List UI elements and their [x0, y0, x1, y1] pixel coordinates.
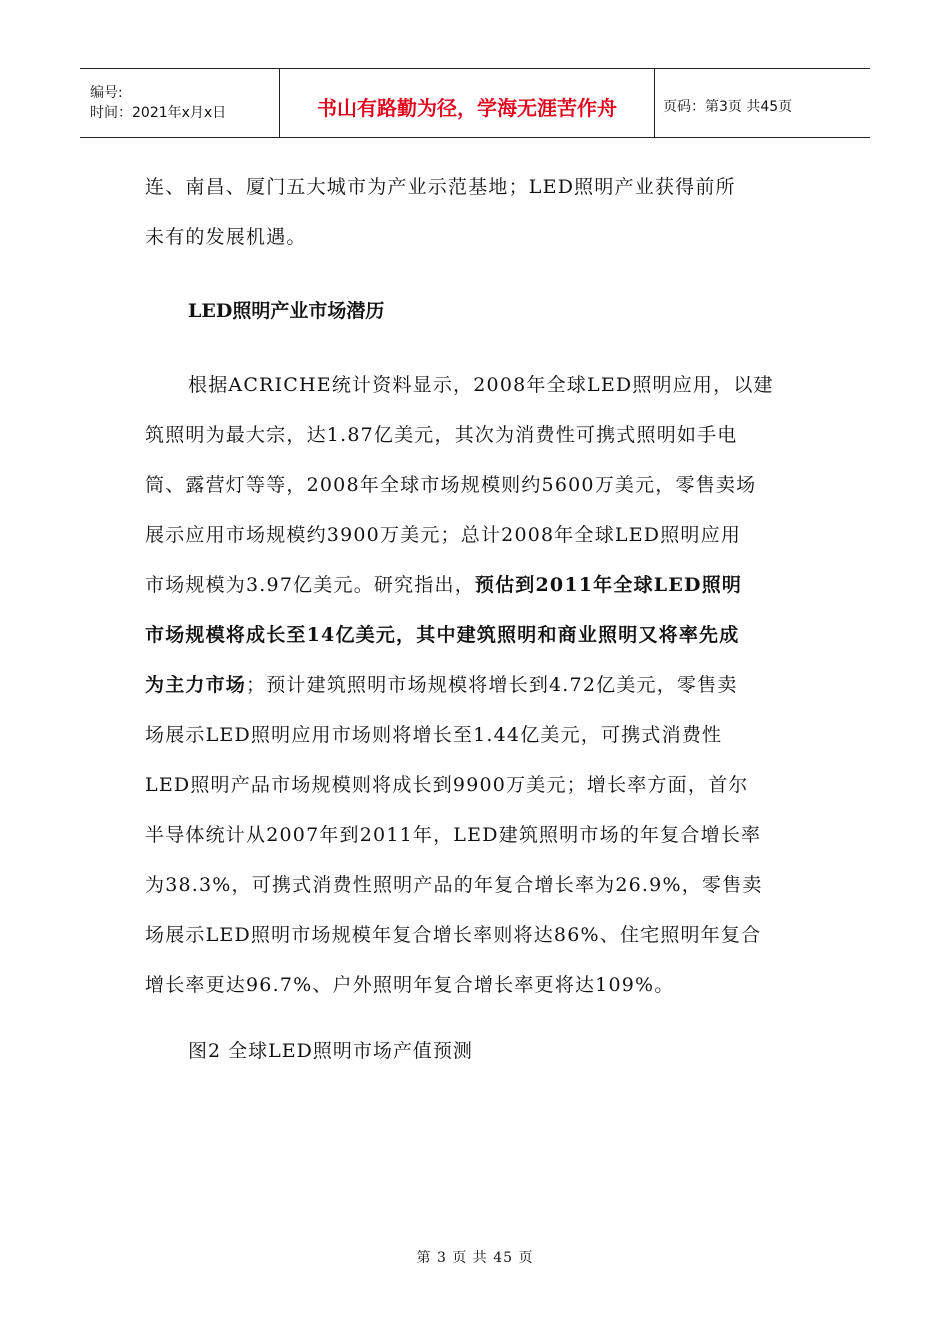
paragraph-bold-text: 预估到2011年全球LED照明 — [474, 574, 743, 596]
paragraph-line: 筑照明为最大宗，达1.87亿美元，其次为消费性可携式照明如手电 — [145, 424, 738, 446]
paragraph-line: 展示应用市场规模约3900万美元；总计2008年全球LED照明应用 — [145, 524, 742, 546]
paragraph-bold-line: 市场规模将成长至14亿美元，其中建筑照明和商业照明又将率先成 — [145, 624, 740, 646]
paragraph-text: ；预计建筑照明市场规模将增长到4.72亿美元，零售卖 — [246, 674, 738, 696]
header-page-number: 页码：第3页 共45页 — [663, 99, 793, 115]
paragraph-line: 为38.3%，可携式消费性照明产品的年复合增长率为26.9%，零售卖 — [145, 874, 763, 896]
paragraph-line: 根据ACRICHE统计资料显示，2008年全球LED照明应用，以建 — [188, 374, 774, 396]
intro-line: 未有的发展机遇。 — [145, 226, 307, 248]
paragraph-line: 场展示LED照明应用市场则将增长至1.44亿美元，可携式消费性 — [145, 724, 723, 746]
paragraph-line: 场展示LED照明市场规模年复合增长率则将达86%、住宅照明年复合 — [145, 924, 762, 946]
header-meta — [80, 69, 280, 137]
header-motto: 书山有路勤为径，学海无涯苦作舟 — [280, 69, 655, 137]
paragraph-bold-text: 为主力市场 — [145, 674, 247, 696]
paragraph-line: 筒、露营灯等等，2008年全球市场规模则约5600万美元，零售卖场 — [145, 474, 757, 496]
document-time-label: 时间：2021年x月x日 — [90, 105, 227, 121]
page-footer: 第 3 页 共 45 页 — [416, 1250, 534, 1266]
paragraph-line — [145, 570, 742, 597]
document-number-label: 编号: — [90, 85, 123, 101]
paragraph-line: 半导体统计从2007年到2011年，LED建筑照明市场的年复合增长率 — [145, 824, 762, 846]
section-heading: LED照明产业市场潜历 — [188, 300, 385, 322]
paragraph-line: 增长率更达96.7%、户外照明年复合增长率更将达109%。 — [145, 974, 675, 996]
intro-line: 连、南昌、厦门五大城市为产业示范基地；LED照明产业获得前所 — [145, 176, 736, 198]
paragraph-line — [145, 670, 738, 697]
paragraph-line: LED照明产品市场规模则将成长到9900万美元；增长率方面，首尔 — [145, 774, 749, 796]
figure-caption: 图2 全球LED照明市场产值预测 — [188, 1040, 473, 1062]
page-header — [80, 68, 870, 138]
paragraph-text: 市场规模为3.97亿美元。研究指出， — [145, 574, 475, 596]
